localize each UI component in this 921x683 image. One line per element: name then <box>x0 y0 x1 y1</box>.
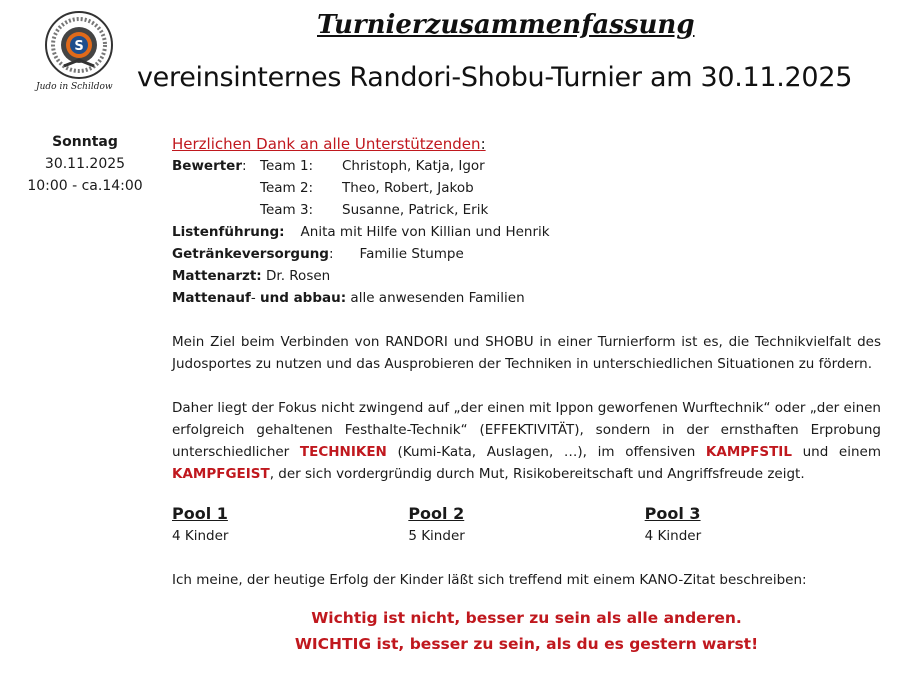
bewerter-row-3 <box>172 199 881 221</box>
page-title: Turnierzusammenfassung <box>317 10 695 40</box>
team-name: Team 1: <box>260 158 314 174</box>
bewerter-row-1 <box>172 155 881 177</box>
highlight-kampfstil: KAMPFSTIL <box>705 444 792 460</box>
arzt-row <box>172 265 881 287</box>
team-name: Team 3: <box>260 202 314 218</box>
getraenke-value: Familie Stumpe <box>359 246 464 262</box>
pool-1 <box>172 503 408 547</box>
highlight-techniken: TECHNIKEN <box>299 444 387 460</box>
main-content <box>172 133 881 657</box>
arzt-label: Mattenarzt: <box>172 268 262 284</box>
date-block <box>20 131 150 197</box>
kano-quote <box>172 605 881 657</box>
matten-label-b: und abbau: <box>259 290 347 306</box>
svg-text:S: S <box>74 39 84 54</box>
getraenke-label: Getränkeversorgung <box>172 246 329 262</box>
matten-label-a: Mattenauf <box>172 290 251 306</box>
pool-count: 5 Kinder <box>408 528 465 544</box>
paragraph-goal: Mein Ziel beim Verbinden von RANDORI und SHOBU in einer Turnierform ist es, die Technikvielfalt des Judosportes zu nutzen und das Ausprobieren der Techniken in unterschiedlichen Situationen zu fördern. <box>172 334 881 372</box>
team-members: Christoph, Katja, Igor <box>342 158 485 174</box>
matten-value: alle anwesenden Familien <box>346 290 525 306</box>
quote-line-1: Wichtig ist nicht, besser zu sein als alle anderen. <box>311 609 742 627</box>
pool-count: 4 Kinder <box>644 528 702 544</box>
event-day: Sonntag <box>52 134 118 150</box>
pool-3 <box>645 503 881 547</box>
club-logo <box>44 10 114 80</box>
listen-value: Anita mit Hilfe von Killian und Henrik <box>300 224 550 240</box>
page-subtitle: vereinsinternes Randori-Shobu-Turnier am 30.11.2025 <box>137 62 853 93</box>
paragraph-focus: Daher liegt der Fokus nicht zwingend auf „der einen mit Ippon geworfenen Wurftechnik“ oder „der einen erfolgreich gehaltenen Festhalte-Technik“ (EFFEKTIVITÄT), sondern in der ernsthaften Erprobung unterschiedlicher TECHNIKEN (Kumi-Kata, Auslagen, …), im offensiven KAMPFSTIL und einem KAMPFGEIST, der sich vordergründig durch Mut, Risikobereitschaft und Angriffsfreude zeigt. <box>172 400 881 482</box>
bewerter-row-2 <box>172 177 881 199</box>
pool-title: Pool 3 <box>644 504 701 523</box>
getraenke-row: Getränkeversorgung: Familie Stumpe <box>172 246 464 262</box>
thanks-heading-suffix: : <box>480 135 486 153</box>
event-time: 10:00 - ca.14:00 <box>27 178 143 194</box>
arzt-value: Dr. Rosen <box>261 268 331 284</box>
thanks-heading <box>172 133 881 155</box>
pool-title: Pool 1 <box>172 504 228 523</box>
matten-row: Mattenauf- und abbau: alle anwesenden Familien <box>172 290 525 306</box>
event-date: 30.11.2025 <box>44 156 126 172</box>
highlight-kampfgeist: KAMPFGEIST <box>172 466 270 482</box>
pool-count: 4 Kinder <box>172 528 229 544</box>
closing-sentence: Ich meine, der heutige Erfolg der Kinder läßt sich treffend mit einem KANO-Zitat beschreiben: <box>172 572 807 588</box>
team-members: Susanne, Patrick, Erik <box>342 202 489 218</box>
thanks-heading-text: Herzlichen Dank an alle Unterstützenden <box>172 135 481 153</box>
pool-2 <box>408 503 644 547</box>
logo-caption: Judo in Schildow <box>36 82 113 92</box>
team-members: Theo, Robert, Jakob <box>342 180 474 196</box>
pool-title: Pool 2 <box>408 504 465 523</box>
bewerter-label: Bewerter: <box>172 158 247 174</box>
quote-line-2: WICHTIG ist, besser zu sein, als du es gestern warst! <box>294 635 759 653</box>
listen-label: Listenführung: <box>172 224 285 240</box>
pools-row <box>172 503 881 547</box>
team-name: Team 2: <box>260 180 314 196</box>
listen-row <box>172 221 881 243</box>
